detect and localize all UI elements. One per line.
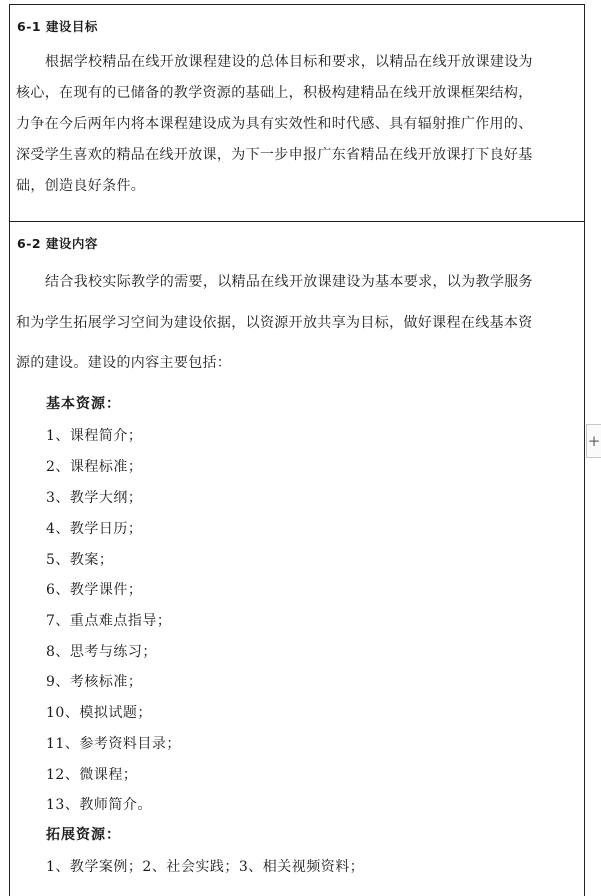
paragraph-line: 力争在今后两年内将本课程建设成为具有实效性和时代感、具有辐射推广作用的、 <box>16 116 533 132</box>
list-item: 5、教案； <box>46 552 114 568</box>
extended-resources-title: 拓展资源： <box>46 827 121 843</box>
section-heading-content: 6-2 建设内容 <box>17 236 98 251</box>
list-item: 1、课程简介； <box>46 428 143 444</box>
document-table <box>9 4 585 896</box>
list-item: 9、考核标准； <box>46 674 143 690</box>
list-item: 4、教学日历； <box>46 521 143 537</box>
paragraph-line: 深受学生喜欢的精品在线开放课，为下一步申报广东省精品在线开放课打下良好基 <box>16 147 533 163</box>
add-row-button[interactable] <box>586 424 601 458</box>
paragraph-line: 核心，在现有的已储备的教学资源的基础上，积极构建精品在线开放课框架结构， <box>16 85 533 101</box>
paragraph-line: 础，创造良好条件。 <box>16 178 146 194</box>
list-item: 8、思考与练习； <box>46 644 157 660</box>
paragraph-line: 和为学生拓展学习空间为建设依据，以资源开放共享为目标，做好课程在线基本资 <box>16 315 533 331</box>
paragraph-line: 源的建设。建设的内容主要包括： <box>16 355 232 371</box>
basic-resources-title: 基本资源： <box>46 396 121 412</box>
section-content <box>10 222 584 896</box>
list-item: 11、参考资料目录； <box>46 736 181 752</box>
list-item: 10、模拟试题； <box>46 705 152 721</box>
paragraph-line: 结合我校实际教学的需要，以精品在线开放课建设为基本要求，以为教学服务 <box>45 274 533 290</box>
section-goal <box>10 5 584 222</box>
list-item: 6、教学课件； <box>46 582 143 598</box>
paragraph-line: 根据学校精品在线开放课程建设的总体目标和要求，以精品在线开放课建设为 <box>45 54 533 70</box>
plus-icon: + <box>587 432 601 450</box>
list-item: 2、课程标准； <box>46 459 143 475</box>
list-item: 1、教学案例；2、社会实践；3、相关视频资料； <box>46 859 365 875</box>
list-item: 7、重点难点指导； <box>46 613 172 629</box>
section-heading-goal: 6-1 建设目标 <box>17 19 98 34</box>
list-item: 13、教师简介。 <box>46 797 152 813</box>
list-item: 3、教学大纲； <box>46 490 143 506</box>
list-item: 12、微课程； <box>46 767 138 783</box>
